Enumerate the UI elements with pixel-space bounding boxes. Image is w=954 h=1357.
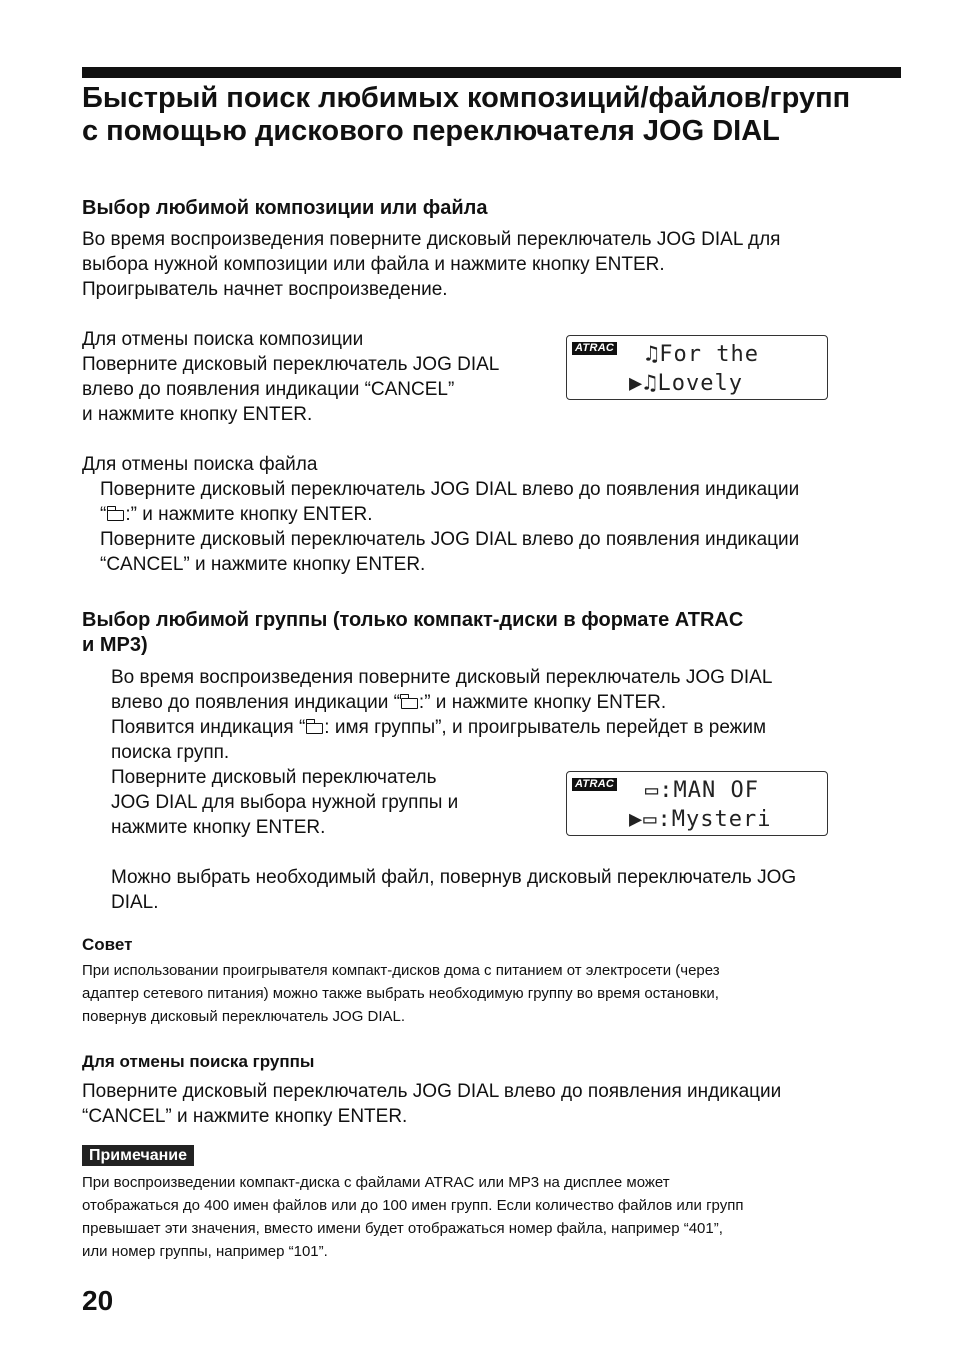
cancel-file-line: Поверните дисковый переключатель JOG DIAL влево до появления индикации: [100, 479, 800, 500]
cancel-file-line: Поверните дисковый переключатель JOG DIAL влево до появления индикации: [100, 529, 800, 550]
folder-icon: [401, 698, 418, 709]
cancel-track-line: Поверните дисковый переключатель JOG DIAL: [82, 354, 500, 375]
paragraph-line: Поверните дисковый переключатель JOG DIAL влево до появления индикации: [82, 1081, 782, 1102]
cancel-track-line: и нажмите кнопку ENTER.: [82, 404, 313, 425]
cancel-file-heading: Для отмены поиска файла: [82, 454, 318, 475]
lcd-line-2: ▶▭:Mysteri: [629, 807, 772, 832]
lcd-line-1: ▭:MAN OF: [645, 778, 759, 803]
lcd-line-1: ♫For the: [645, 342, 759, 367]
paragraph-line: поиска групп.: [111, 742, 230, 763]
page-title: [82, 82, 912, 148]
paragraph-line: Во время воспроизведения поверните дисковый переключатель JOG DIAL: [111, 667, 773, 688]
paragraph-line: Во время воспроизведения поверните дисковый переключатель JOG DIAL для: [82, 229, 781, 250]
cancel-group-heading: Для отмены поиска группы: [82, 1052, 315, 1071]
tip-line: При использовании проигрывателя компакт-дисков дома с питанием от электросети (через: [82, 962, 720, 979]
note-line: отображаться до 400 имен файлов или до 100 имен групп. Если количество файлов или групп: [82, 1197, 744, 1214]
page-title-line-2: с помощью дискового переключателя JOG DIAL: [82, 115, 780, 147]
note-badge: Примечание: [82, 1145, 194, 1166]
header-rule: [82, 67, 901, 78]
paragraph-line: Появится индикация “ : имя группы”, и проигрыватель перейдет в режим: [111, 717, 767, 738]
section-heading-group: Выбор любимой группы (только компакт-диски в формате ATRAC и MP3): [82, 609, 744, 656]
page-number: 20: [82, 1285, 114, 1316]
note-line: превышает эти значения, вместо имени будет отображаться номер файла, например “401”,: [82, 1220, 723, 1237]
page-title-line-1: Быстрый поиск любимых композиций/файлов/групп: [82, 82, 851, 114]
lcd-display-track: [566, 335, 828, 400]
folder-icon: [107, 510, 124, 521]
lcd-display-group: [566, 771, 828, 836]
paragraph-line: выбора нужной композиции или файла и нажмите кнопку ENTER.: [82, 254, 665, 275]
cancel-file-line: “ :” и нажмите кнопку ENTER.: [100, 504, 373, 525]
paragraph-line: JOG DIAL для выбора нужной группы и: [111, 792, 459, 813]
atrac-badge: ATRAC: [572, 778, 617, 791]
tip-line: повернув дисковый переключатель JOG DIAL.: [82, 1008, 406, 1025]
atrac-badge: ATRAC: [572, 342, 617, 355]
paragraph-line: нажмите кнопку ENTER.: [111, 817, 326, 838]
tip-heading: Совет: [82, 935, 133, 954]
paragraph-line: DIAL.: [111, 892, 159, 913]
paragraph-line: Можно выбрать необходимый файл, повернув дисковый переключатель JOG: [111, 867, 797, 888]
lcd-line-2: ▶♫Lovely: [629, 371, 743, 396]
folder-icon: [306, 723, 323, 734]
cancel-track-heading: Для отмены поиска композиции: [82, 329, 364, 350]
note-line: При воспроизведении компакт-диска с файлами ATRAC или MP3 на дисплее может: [82, 1174, 670, 1191]
section-heading-track: Выбор любимой композиции или файла: [82, 197, 488, 219]
paragraph-line: влево до появления индикации “ :” и нажмите кнопку ENTER.: [111, 692, 667, 713]
paragraph-line: Поверните дисковый переключатель: [111, 767, 437, 788]
paragraph-line: “CANCEL” и нажмите кнопку ENTER.: [82, 1106, 408, 1127]
paragraph-line: Проигрыватель начнет воспроизведение.: [82, 279, 448, 300]
tip-line: адаптер сетевого питания) можно также выбрать необходимую группу во время остановки,: [82, 985, 719, 1002]
cancel-file-line: “CANCEL” и нажмите кнопку ENTER.: [100, 554, 426, 575]
note-line: или номер группы, например “101”.: [82, 1243, 328, 1260]
cancel-track-line: влево до появления индикации “CANCEL”: [82, 379, 455, 400]
